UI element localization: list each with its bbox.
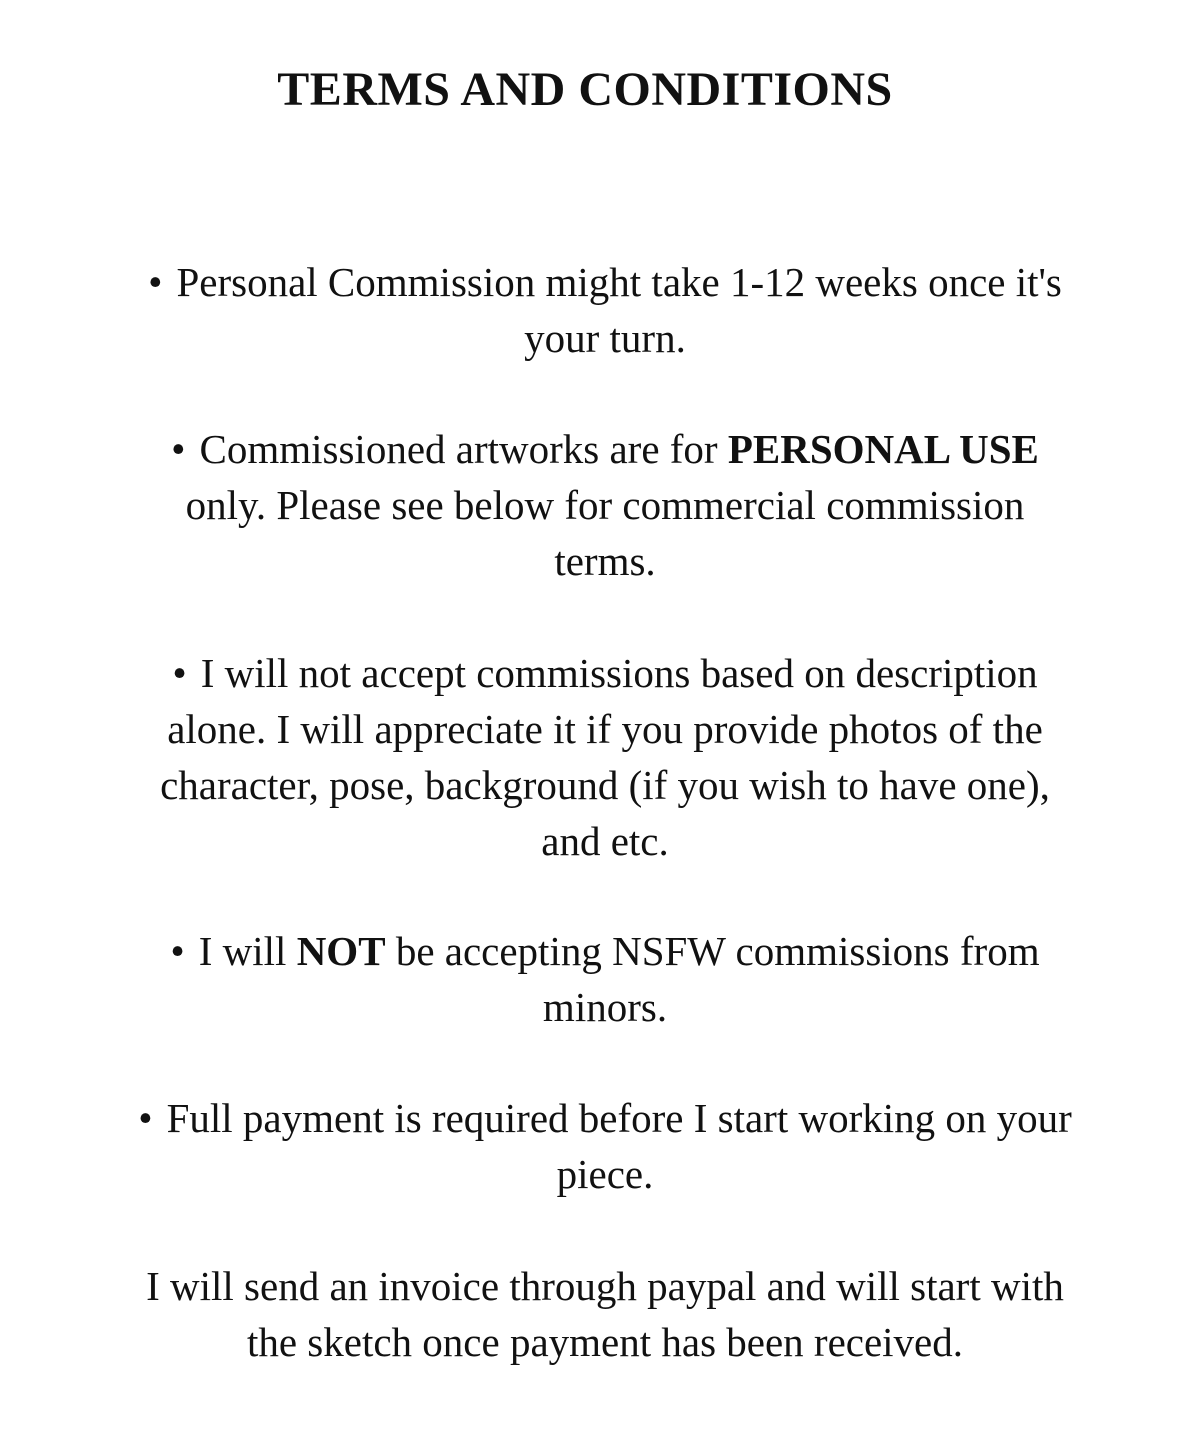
bullet-icon: • — [172, 650, 187, 696]
bullet-icon: • — [148, 259, 163, 305]
term-text: only. Please see below for commercial commission terms. — [185, 482, 1025, 584]
term-emphasis: NOT — [296, 928, 386, 974]
term-item-references — [130, 645, 1080, 869]
term-item-personal-use — [130, 421, 1080, 589]
term-item-turnaround — [130, 254, 1080, 366]
bullet-icon: • — [170, 928, 185, 974]
bullet-icon: • — [171, 426, 186, 472]
term-text: I will not accept commissions based on description alone. I will appreciate it if you provide photos of the character, pose, background (if you wish to have one), and etc. — [160, 650, 1050, 864]
term-emphasis: PERSONAL USE — [727, 426, 1039, 472]
term-item-payment — [130, 1090, 1080, 1202]
bullet-icon: • — [138, 1095, 153, 1141]
term-text: Personal Commission might take 1-12 weeks once it's your turn. — [176, 259, 1062, 361]
term-text: be accepting NSFW commissions from minors. — [385, 928, 1040, 1030]
invoice-note: I will send an invoice through paypal and will start with the sketch once payment has been received. — [146, 1263, 1064, 1365]
term-text: I will — [198, 928, 297, 974]
page-title: TERMS AND CONDITIONS — [277, 63, 893, 116]
term-text: Full payment is required before I start working on your piece. — [166, 1095, 1072, 1197]
term-item-nsfw-minors — [130, 923, 1080, 1035]
term-text: Commissioned artworks are for — [199, 426, 728, 472]
